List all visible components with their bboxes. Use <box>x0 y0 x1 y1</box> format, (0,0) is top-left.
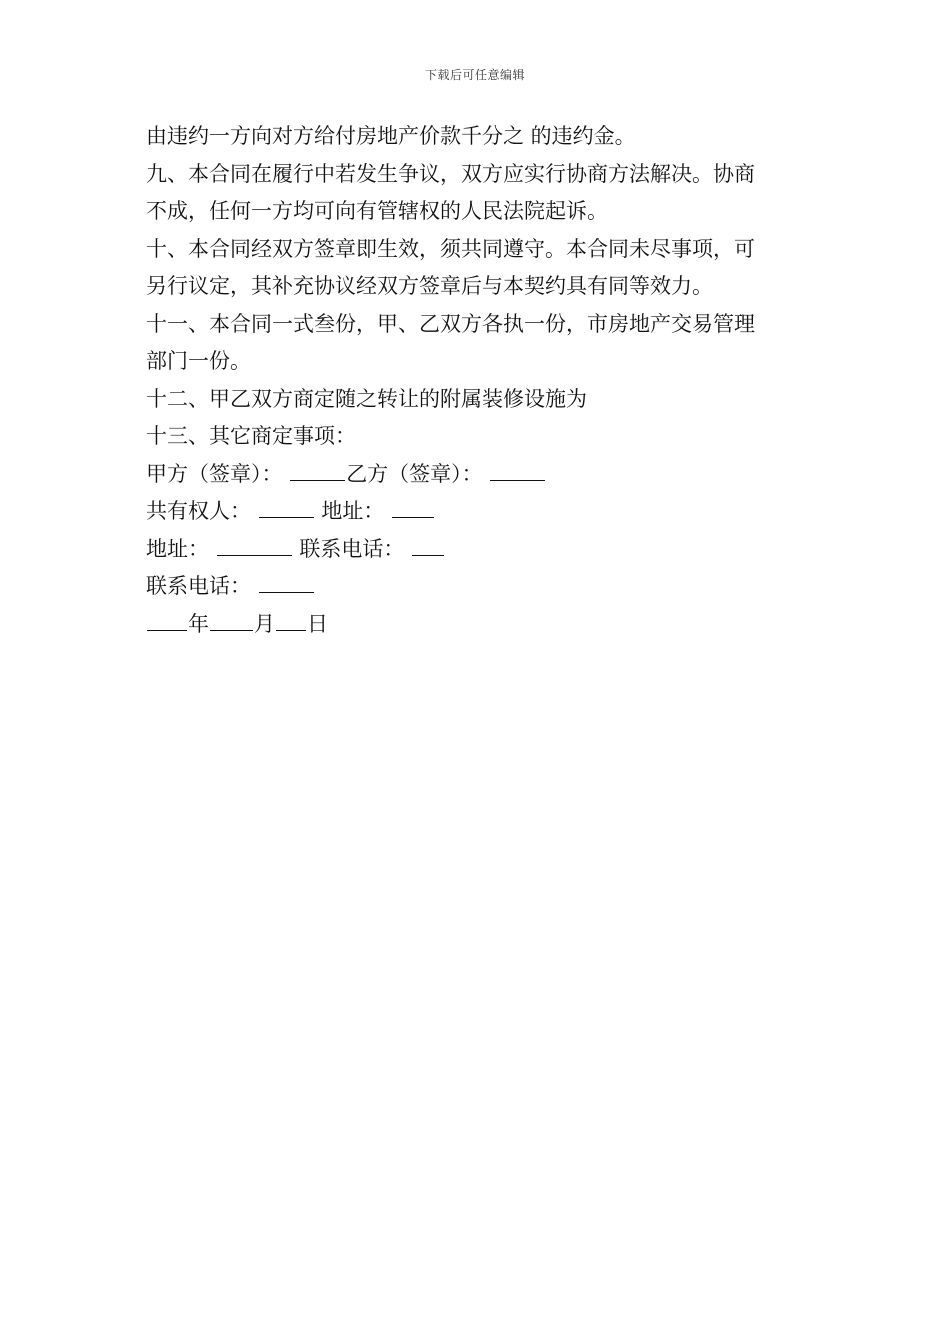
address-label: 地址： <box>321 499 385 523</box>
phone-label: 联系电话： <box>146 574 251 598</box>
paragraph-line: 由违约一方向对方给付房地产价款千分之 的违约金。 <box>146 124 636 148</box>
signature-row-co-owner <box>146 493 806 531</box>
signature-row-phone <box>146 568 806 606</box>
party-b-signature-blank[interactable] <box>490 462 545 481</box>
month-blank[interactable] <box>210 612 253 631</box>
party-a-label: 甲方（签章）： <box>146 461 283 486</box>
month-label: 月 <box>254 611 275 636</box>
party-b-label: 乙方（签章）： <box>346 461 483 486</box>
clause-9-line-2: 不成，任何一方均可向有管辖权的人民法院起诉。 <box>146 199 608 223</box>
clause-10-line-2: 另行议定，其补充协议经双方签章后与本契约具有同等效力。 <box>146 274 713 298</box>
co-owner-blank[interactable] <box>259 499 314 518</box>
clause-12-line: 十二、甲乙双方商定随之转让的附属装修设施为 <box>146 386 587 411</box>
clause-11-line-2: 部门一份。 <box>146 349 251 373</box>
phone-blank[interactable] <box>412 537 444 556</box>
date-row <box>146 606 806 644</box>
year-label: 年 <box>188 611 209 636</box>
address-blank[interactable] <box>217 537 292 556</box>
address-label: 地址： <box>146 536 209 561</box>
day-label: 日 <box>307 611 328 636</box>
phone-label: 联系电话： <box>299 536 405 561</box>
clause-11-line-1: 十一、本合同一式叁份，甲、乙双方各执一份，市房地产交易管理 <box>146 311 755 336</box>
phone-blank[interactable] <box>259 574 314 593</box>
party-a-signature-blank[interactable] <box>290 462 345 481</box>
co-owner-label: 共有权人： <box>146 499 251 523</box>
header-note: 下载后可任意编辑 <box>424 68 525 82</box>
clause-9-line-1: 九、本合同在履行中若发生争议，双方应实行协商方法解决。协商 <box>146 161 755 186</box>
year-blank[interactable] <box>147 612 187 631</box>
day-blank[interactable] <box>276 612 306 631</box>
contract-body <box>146 118 806 643</box>
clause-10-line-1: 十、本合同经双方签章即生效，须共同遵守。本合同未尽事项，可 <box>146 236 755 261</box>
address-blank[interactable] <box>392 499 434 518</box>
clause-13-line: 十三、其它商定事项： <box>146 424 356 448</box>
signature-row-parties <box>146 456 806 494</box>
signature-row-address <box>146 531 806 569</box>
